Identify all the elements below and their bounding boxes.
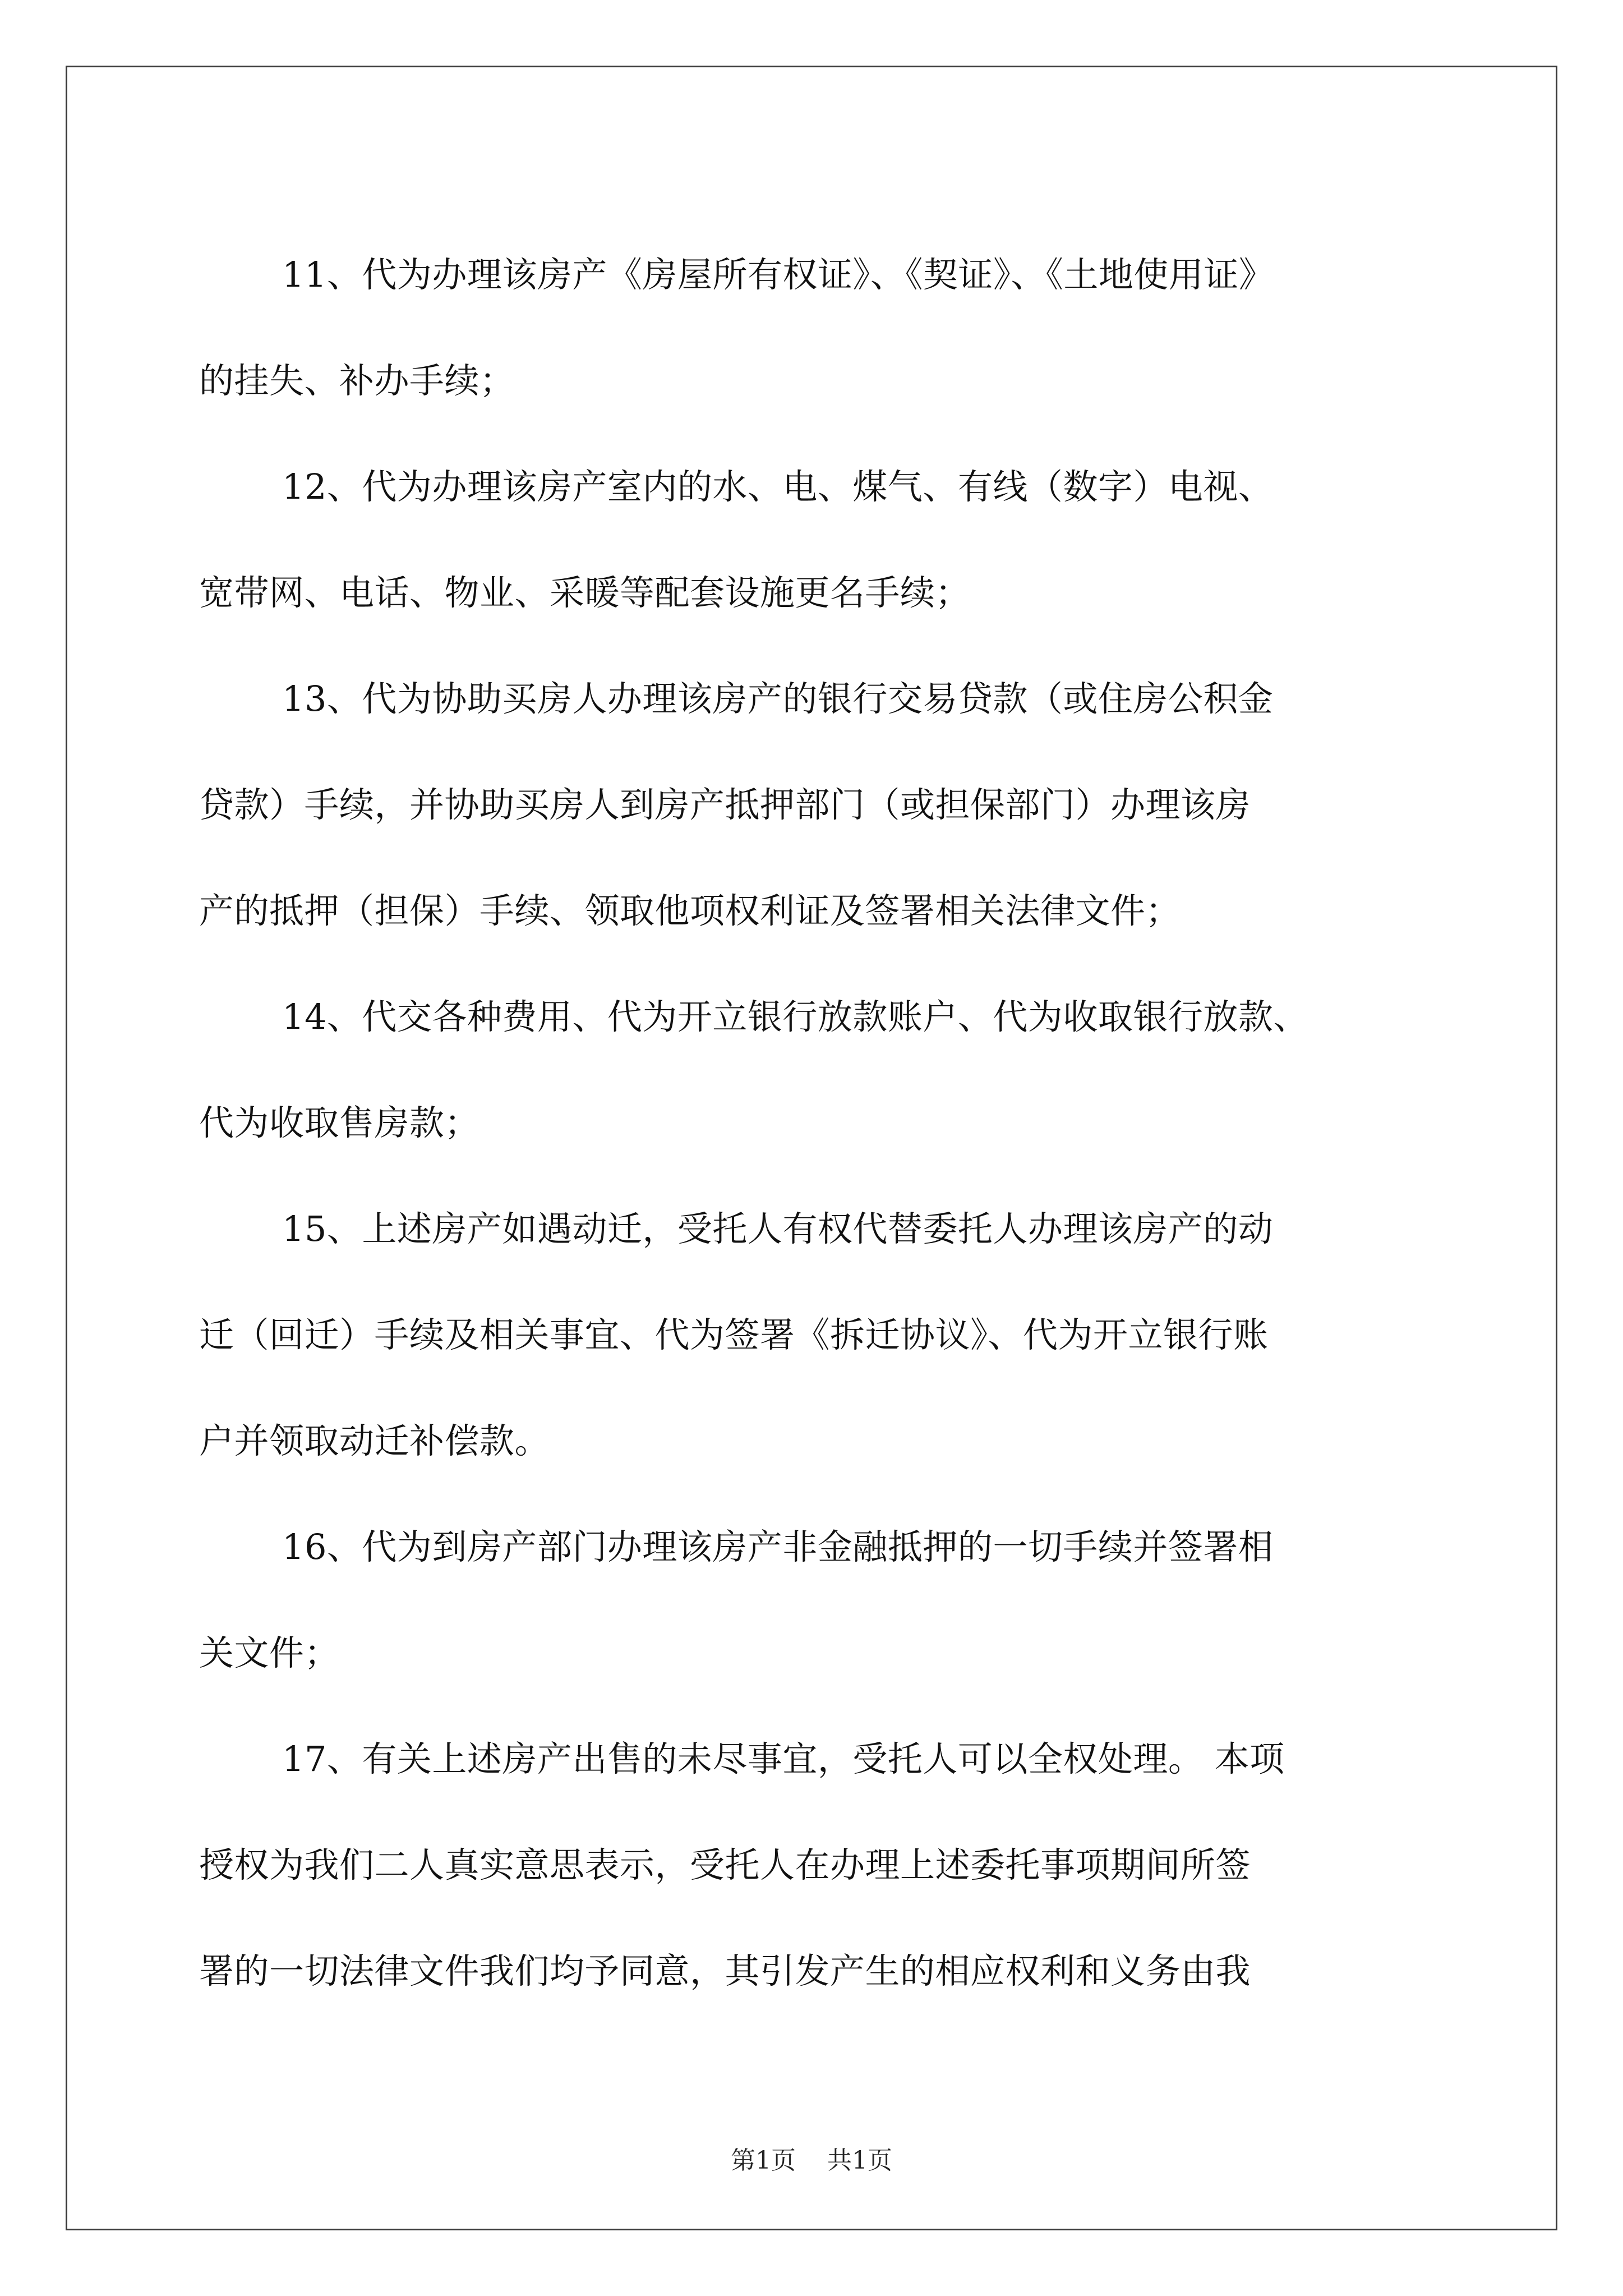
clause-14: [199, 964, 1433, 1176]
text-line: 12、代为办理该房产室内的水、电、煤气、有线（数字）电视、: [282, 466, 1274, 507]
page-footer: [0, 2140, 1623, 2176]
clause-12: [199, 434, 1433, 646]
text-line: 14、代交各种费用、代为开立银行放款账户、代为收取银行放款、: [282, 996, 1308, 1037]
text-line: 产的抵押（担保）手续、领取他项权利证及签署相关法律文件；: [199, 890, 1181, 931]
clause-17: [199, 1706, 1433, 2024]
text-line: 16、代为到房产部门办理该房产非金融抵押的一切手续并签署相: [282, 1526, 1274, 1567]
page-total: 共1页: [827, 2146, 892, 2175]
text-line: 户并领取动迁补偿款。: [199, 1420, 550, 1461]
text-line: 代为收取售房款；: [199, 1102, 480, 1143]
clause-11: [199, 222, 1433, 434]
clause-15: [199, 1176, 1433, 1494]
text-line: 授权为我们二人真实意思表示，受托人在办理上述委托事项期间所签: [199, 1844, 1251, 1885]
text-line: 的挂失、补办手续；: [199, 360, 515, 401]
document-body: [199, 222, 1433, 2024]
text-line: 15、上述房产如遇动迁，受托人有权代替委托人办理该房产的动: [282, 1208, 1274, 1249]
clause-16: [199, 1494, 1433, 1706]
text-line: 署的一切法律文件我们均予同意，其引发产生的相应权利和义务由我: [199, 1950, 1251, 1991]
text-line: 贷款）手续，并协助买房人到房产抵押部门（或担保部门）办理该房: [199, 784, 1251, 825]
text-line: 17、有关上述房产出售的未尽事宜，受托人可以全权处理。 本项: [282, 1738, 1285, 1779]
text-line: 13、代为协助买房人办理该房产的银行交易贷款（或住房公积金: [282, 678, 1274, 719]
page-number: 第1页: [731, 2146, 796, 2175]
clause-13: [199, 646, 1433, 964]
text-line: 迁（回迁）手续及相关事宜、代为签署《拆迁协议》、代为开立银行账: [199, 1314, 1269, 1355]
text-line: 11、代为办理该房产《房屋所有权证》、《契证》、《土地使用证》: [282, 254, 1274, 295]
text-line: 关文件；: [199, 1632, 340, 1673]
text-line: 宽带网、电话、物业、采暖等配套设施更名手续；: [199, 572, 971, 613]
